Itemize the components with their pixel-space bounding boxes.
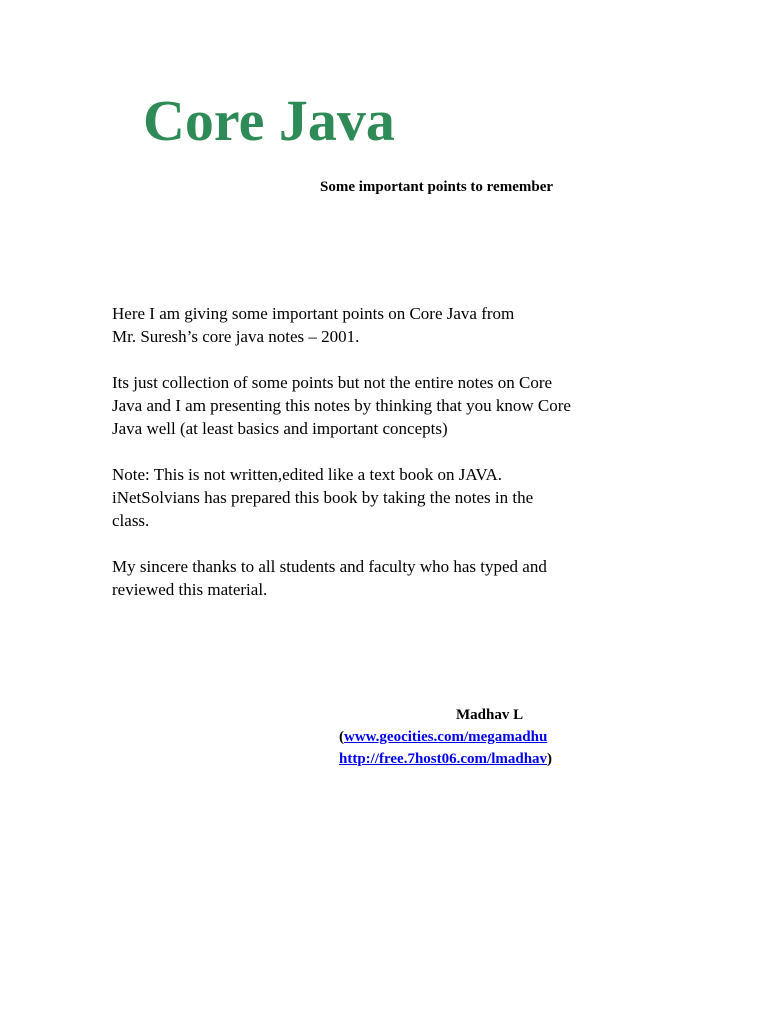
text-line: reviewed this material.: [112, 580, 268, 599]
open-paren: (: [339, 729, 344, 745]
free-host-link[interactable]: http://free.7host06.com/lmadhav: [339, 751, 548, 767]
signature-link-line-2: [339, 748, 552, 770]
intro-paragraph-1: [112, 302, 682, 348]
text-line: Note: This is not written,edited like a text book on JAVA.: [112, 465, 503, 484]
page-subtitle: Some important points to remember: [320, 179, 554, 195]
thanks-paragraph: [112, 555, 682, 601]
author-name: Madhav L: [456, 707, 524, 723]
text-line: Java well (at least basics and important concepts): [112, 419, 448, 438]
geocities-link[interactable]: www.geocities.com/megamadhu: [344, 729, 548, 745]
signature-link-line-1: [339, 726, 552, 748]
text-line: iNetSolvians has prepared this book by taking the notes in the: [112, 488, 534, 507]
text-line: Here I am giving some important points on Core Java from: [112, 304, 515, 323]
text-line: Mr. Suresh’s core java notes – 2001.: [112, 327, 360, 346]
note-paragraph: [112, 463, 682, 532]
text-line: Its just collection of some points but not the entire notes on Core: [112, 373, 553, 392]
close-paren: ): [547, 751, 553, 767]
intro-paragraph-2: [112, 371, 682, 440]
signature-block: [339, 704, 552, 770]
text-line: Java and I am presenting this notes by thinking that you know Core: [112, 396, 571, 415]
page-title: Core Java: [143, 88, 395, 153]
text-line: My sincere thanks to all students and faculty who has typed and: [112, 557, 547, 576]
text-line: class.: [112, 511, 150, 530]
intro-body: [112, 302, 682, 624]
